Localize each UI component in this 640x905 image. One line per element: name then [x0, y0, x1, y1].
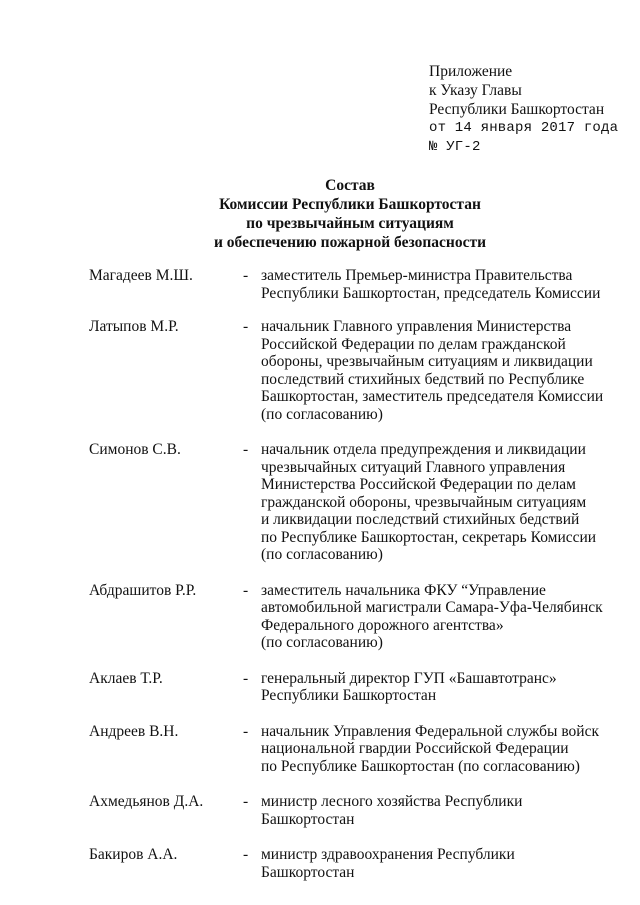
title-line: и обеспечению пожарной безопасности	[213, 234, 487, 251]
separator-dash: -	[243, 318, 249, 335]
position-line: Республики Башкортостан	[261, 687, 437, 704]
position-line: последствий стихийных бедствий по Республике	[261, 370, 585, 388]
position-line: Башкортостан, заместитель председателя Комиссии	[261, 388, 604, 405]
position-line: Башкортостан	[261, 863, 355, 881]
member-position	[261, 793, 609, 828]
member-entry	[89, 582, 609, 652]
position-line: начальник Главного управления Министерства	[261, 318, 572, 335]
position-line: министр лесного хозяйства Республики	[261, 793, 523, 810]
separator-dash: -	[243, 722, 249, 740]
position-line: по Республике Башкортостан (по согласованию)	[261, 757, 580, 775]
member-name: Ахмедьянов Д.А.	[89, 793, 204, 810]
member-entry	[89, 793, 609, 828]
member-name: Бакиров А.А.	[89, 846, 178, 863]
decree-number: № УГ-2	[429, 139, 481, 155]
position-line: Федерального дорожного агентства»	[261, 616, 504, 634]
separator-dash: -	[243, 669, 249, 687]
appendix-line: Республики Башкортостан	[429, 101, 605, 118]
member-entry	[89, 267, 609, 302]
position-line: (по согласованию)	[261, 405, 383, 423]
member-position	[261, 670, 609, 705]
separator-dash: -	[243, 267, 249, 284]
member-name: Абдрашитов Р.Р.	[89, 581, 197, 599]
appendix-header	[429, 62, 618, 157]
position-line: национальной гвардии Российской Федерации	[261, 740, 569, 757]
position-line: генеральный директор ГУП «Башавтотранс»	[261, 669, 557, 687]
member-position	[261, 846, 609, 881]
separator-dash: -	[243, 846, 249, 863]
position-line: начальник отдела предупреждения и ликвидации	[261, 441, 586, 458]
position-line: Министерства Российской Федерации по делам	[261, 476, 576, 493]
separator-dash: -	[243, 581, 249, 599]
appendix-line: к Указу Главы	[429, 82, 522, 99]
member-position	[261, 441, 609, 564]
position-line: автомобильной магистрали Самара-Уфа-Челябинск	[261, 599, 603, 616]
position-line: гражданской обороны, чрезвычайным ситуациям	[261, 493, 587, 511]
appendix-line: Приложение	[429, 63, 513, 80]
position-line: по Республике Башкортостан, секретарь Комиссии	[261, 528, 597, 546]
position-line: и ликвидации последствий стихийных бедствий	[261, 511, 580, 528]
member-entry	[89, 441, 609, 564]
member-position	[261, 267, 609, 302]
decree-date: от 14 января 2017 года	[429, 120, 619, 136]
position-line: заместитель начальника ФКУ “Управление	[261, 581, 546, 599]
member-entry	[89, 846, 609, 881]
member-name: Андреев В.Н.	[89, 722, 179, 740]
position-line: Республики Башкортостан, председатель Комиссии	[261, 284, 601, 302]
position-line: заместитель Премьер-министра Правительства	[261, 267, 573, 284]
title-line: Комиссии Республики Башкортостан	[219, 196, 481, 213]
separator-dash: -	[243, 441, 249, 458]
member-name: Магадеев М.Ш.	[89, 267, 193, 284]
position-line: начальник Управления Федеральной службы войск	[261, 722, 600, 740]
position-line: Башкортостан	[261, 810, 355, 828]
document-title	[150, 176, 550, 252]
position-line: (по согласованию)	[261, 546, 383, 563]
separator-dash: -	[243, 793, 249, 810]
member-name: Латыпов М.Р.	[89, 318, 179, 335]
position-line: чрезвычайных ситуаций Главного управления	[261, 458, 566, 476]
commission-roster	[89, 267, 609, 899]
position-line: Российской Федерации по делам гражданской	[261, 335, 566, 353]
member-position	[261, 582, 609, 652]
member-entry	[89, 723, 609, 776]
position-line: министр здравоохранения Республики	[261, 846, 515, 863]
member-name: Симонов С.В.	[89, 441, 181, 458]
member-position	[261, 723, 609, 776]
title-line: Состав	[325, 177, 375, 194]
member-name: Аклаев Т.Р.	[89, 669, 163, 687]
position-line: обороны, чрезвычайным ситуациям и ликвидации	[261, 353, 593, 370]
title-line: по чрезвычайным ситуациям	[246, 215, 454, 232]
member-entry	[89, 318, 609, 423]
position-line: (по согласованию)	[261, 634, 383, 651]
member-entry	[89, 670, 609, 705]
member-position	[261, 318, 609, 423]
